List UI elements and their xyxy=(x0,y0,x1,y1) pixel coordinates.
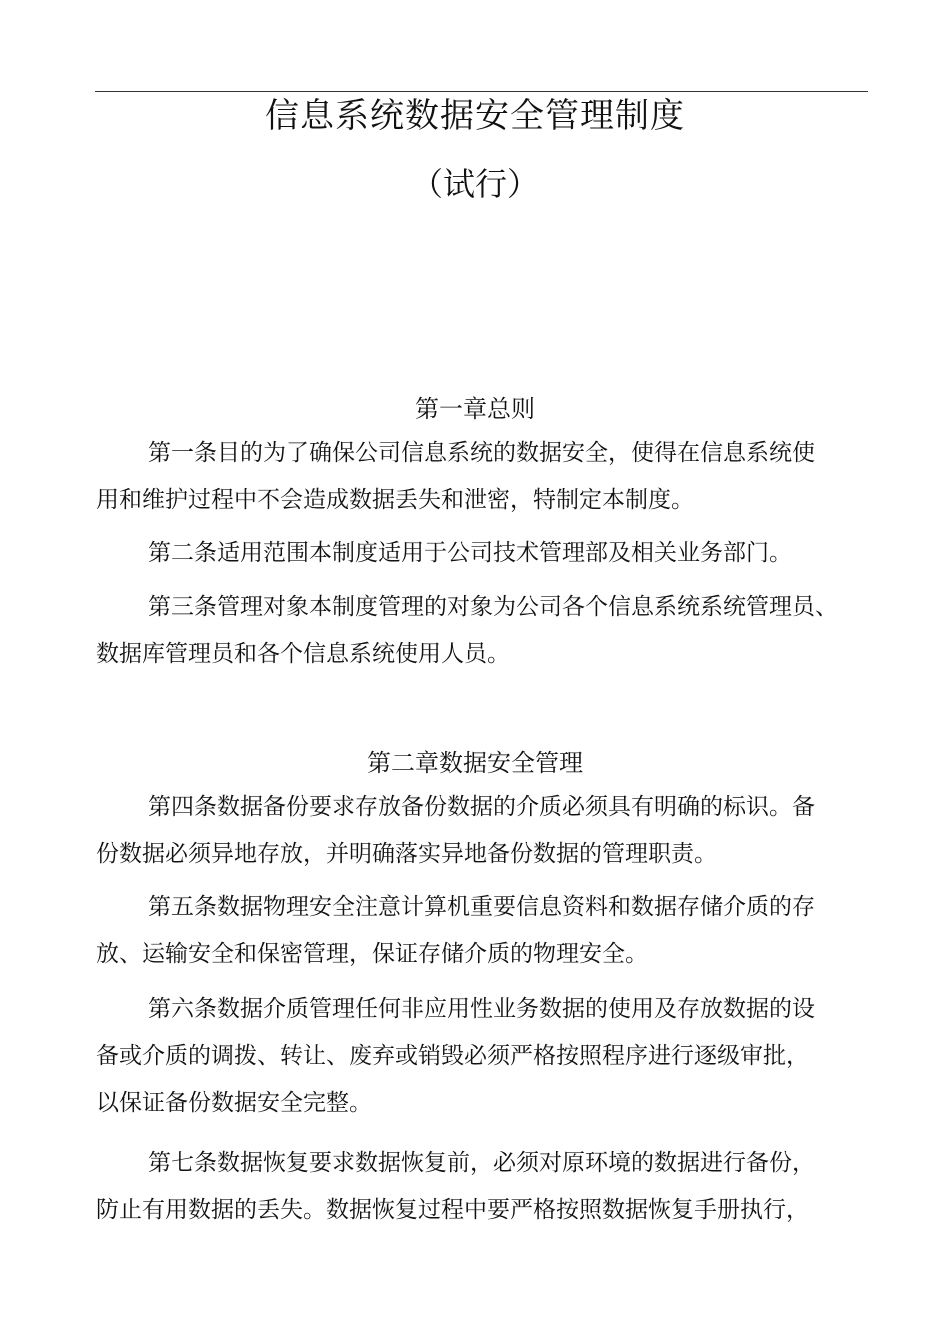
chapter-heading: 第一章总则 xyxy=(415,395,535,423)
article-3 xyxy=(96,584,886,678)
article-4 xyxy=(96,784,886,878)
top-rule xyxy=(95,91,868,92)
chapter-heading: 第二章数据安全管理 xyxy=(367,749,583,777)
article-1 xyxy=(96,430,886,524)
document-subtitle: （试行） xyxy=(410,165,539,203)
article-line: 放、运输安全和保密管理，保证存储介质的物理安全。 xyxy=(96,941,648,967)
article-line: 第四条数据备份要求存放备份数据的介质必须具有明确的标识。备 xyxy=(148,794,815,820)
article-line: 用和维护过程中不会造成数据丢失和泄密，特制定本制度。 xyxy=(96,487,694,513)
article-line: 第六条数据介质管理任何非应用性业务数据的使用及存放数据的设 xyxy=(148,996,815,1022)
article-line: 第三条管理对象本制度管理的对象为公司各个信息系统系统管理员、 xyxy=(148,594,838,620)
article-line: 防止有用数据的丢失。数据恢复过程中要严格按照数据恢复手册执行， xyxy=(96,1197,809,1223)
article-7 xyxy=(96,1140,886,1234)
article-5 xyxy=(96,884,886,978)
article-6 xyxy=(96,986,886,1127)
article-line: 备或介质的调拨、转让、废弃或销毁必须严格按照程序进行逐级审批， xyxy=(96,1043,809,1069)
article-2 xyxy=(96,530,886,577)
document-title: 信息系统数据安全管理制度 xyxy=(265,96,685,136)
article-line: 第一条目的为了确保公司信息系统的数据安全，使得在信息系统使 xyxy=(148,440,815,466)
article-line: 数据库管理员和各个信息系统使用人员。 xyxy=(96,641,510,667)
article-line: 第二条适用范围本制度适用于公司技术管理部及相关业务部门。 xyxy=(148,540,792,566)
article-line: 第五条数据物理安全注意计算机重要信息资料和数据存储介质的存 xyxy=(148,894,815,920)
article-line: 以保证备份数据安全完整。 xyxy=(96,1090,372,1116)
article-line: 份数据必须异地存放，并明确落实异地备份数据的管理职责。 xyxy=(96,841,717,867)
article-line: 第七条数据恢复要求数据恢复前，必须对原环境的数据进行备份， xyxy=(148,1150,815,1176)
